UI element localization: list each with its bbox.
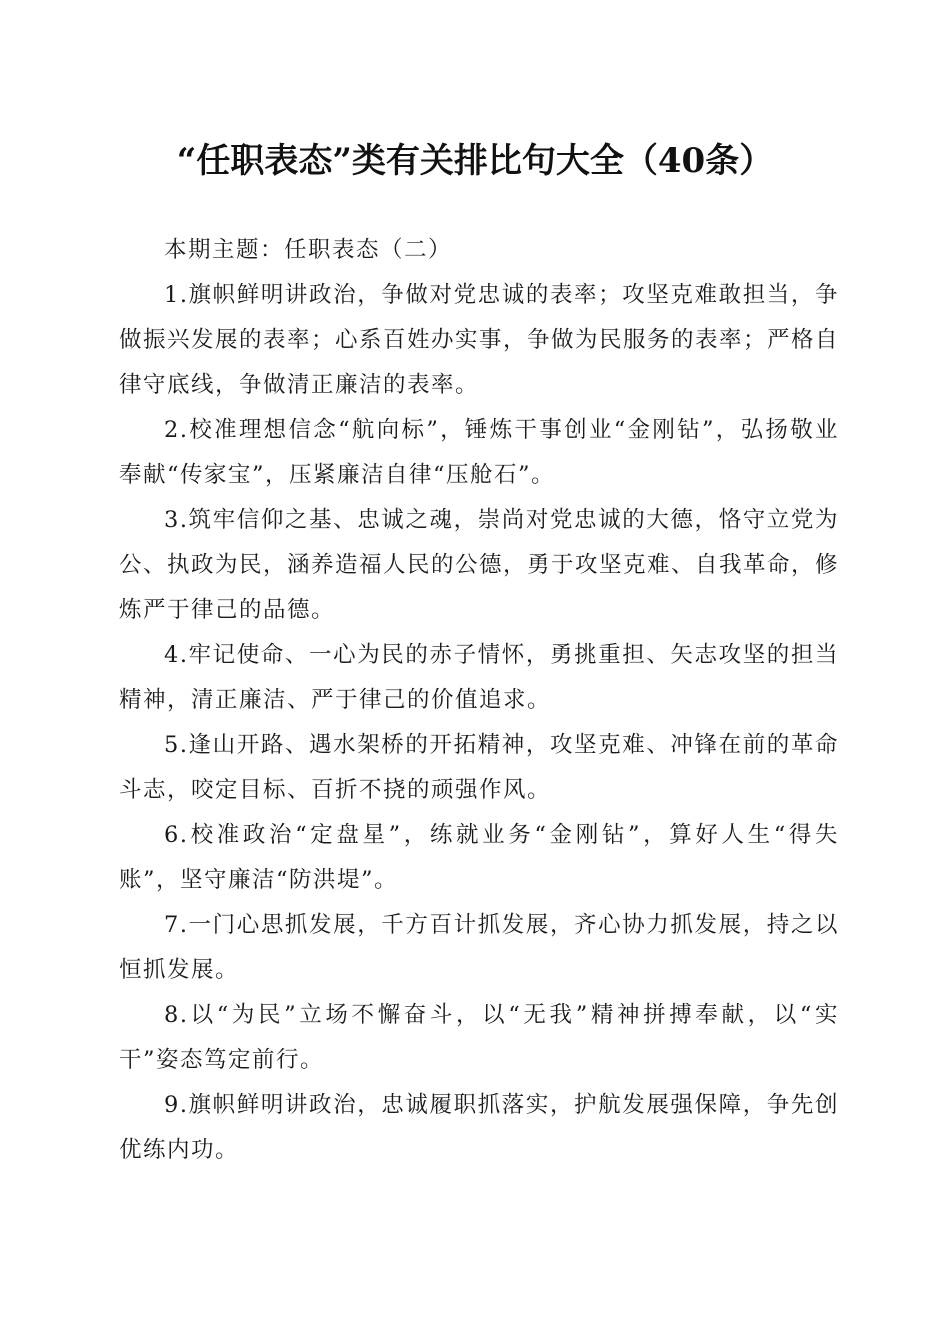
paragraph-3: 3.筑牢信仰之基、忠诚之魂，崇尚对党忠诚的大德，恪守立党为公、执政为民，涵养造福人民的公德，勇于攻坚克难、自我革命，修炼严于律己的品德。 (119, 507, 840, 623)
paragraph-9: 9.旗帜鲜明讲政治，忠诚履职抓落实，护航发展强保障，争先创优练内功。 (119, 1092, 839, 1163)
document-title: “任职表态”类有关排比句大全（40条） (176, 141, 774, 181)
paragraph-8: 8.以“为民”立场不懈奋斗，以“无我”精神拼搏奉献，以“实干”姿态笃定前行。 (119, 1002, 839, 1073)
paragraph-5: 5.逢山开路、遇水架桥的开拓精神，攻坚克难、冲锋在前的革命斗志，咬定目标、百折不挠的顽强作风。 (119, 732, 839, 803)
paragraph-4: 4.牢记使命、一心为民的赤子情怀，勇挑重担、矢志攻坚的担当精神，清正廉洁、严于律己的价值追求。 (119, 642, 839, 713)
document-body (119, 228, 839, 1173)
paragraph-6: 6.校准政治“定盘星”，练就业务“金刚钻”，算好人生“得失账”，坚守廉洁“防洪堤”。 (119, 822, 839, 893)
paragraph-1: 1.旗帜鲜明讲政治，争做对党忠诚的表率；攻坚克难敢担当，争做振兴发展的表率；心系百姓办实事，争做为民服务的表率；严格自律守底线，争做清正廉洁的表率。 (119, 282, 840, 398)
paragraph-2: 2.校准理想信念“航向标”，锤炼干事创业“金刚钻”，弘扬敬业奉献“传家宝”，压紧廉洁自律“压舱石”。 (119, 417, 839, 488)
paragraph-7: 7.一门心思抓发展，千方百计抓发展，齐心协力抓发展，持之以恒抓发展。 (119, 912, 839, 983)
subtitle-paragraph: 本期主题：任职表态（二） (164, 237, 453, 263)
